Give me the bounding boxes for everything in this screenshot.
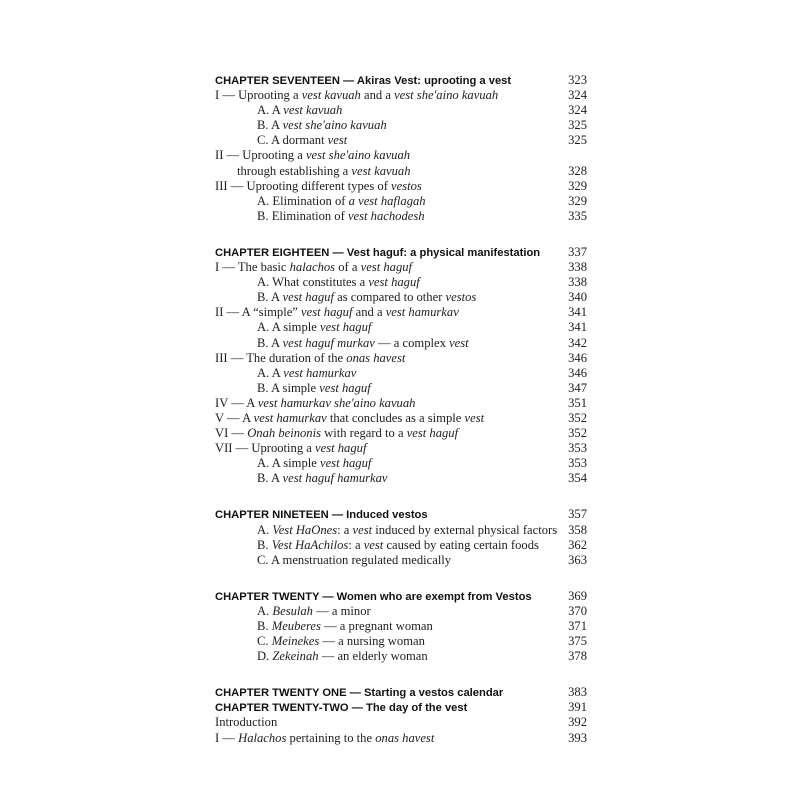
entry-title [215, 634, 425, 649]
italic-term: vest kavuah [351, 163, 411, 178]
entry-text: as compared to other [333, 290, 446, 305]
page-number: 341 [568, 305, 587, 320]
entry-text: I — [215, 730, 239, 745]
entry-text: I — The basic [215, 260, 290, 275]
italic-term: vest haguf [315, 441, 367, 456]
italic-term: vest hamurkav [253, 410, 327, 425]
entry-title [215, 619, 433, 634]
italic-term: Vest HaAchilos [271, 537, 349, 552]
entry-text: A. [257, 603, 273, 618]
italic-term: vestos [391, 178, 422, 193]
entry-text: B. A [257, 335, 283, 350]
entry-title [215, 305, 459, 320]
entry-title [215, 133, 347, 148]
entry-text: induced by external physical factors [372, 522, 558, 537]
entry-text: III — Uprooting different types of [215, 178, 392, 193]
italic-term: vest [464, 410, 485, 425]
entry-title [215, 604, 371, 619]
toc-entry-row [215, 396, 587, 411]
page-number: 375 [568, 634, 587, 649]
italic-term: vest haguf [319, 456, 372, 471]
entry-text: V — A [215, 410, 254, 425]
entry-text: and a [360, 88, 395, 103]
entry-text: VI — [215, 426, 248, 441]
italic-term: vest haguf [368, 275, 420, 290]
italic-term: vest hachodesh [347, 208, 425, 223]
toc-entry-row [215, 209, 587, 224]
entry-text: — a pregnant woman [320, 619, 433, 633]
entry-text: CHAPTER TWENTY-TWO — The day of the vest [215, 702, 468, 715]
page-number: 335 [568, 208, 587, 223]
entry-text: CHAPTER EIGHTEEN — Vest haguf: a physical manifestation [215, 246, 541, 259]
toc-entry-row [215, 523, 587, 538]
entry-title [215, 209, 425, 224]
page-number: 325 [568, 133, 587, 148]
entry-text: B. Elimination of [257, 208, 348, 223]
page-number: 342 [568, 335, 587, 350]
italic-term: vest hamurkav [283, 365, 357, 380]
entry-text: A. A simple [257, 456, 320, 471]
italic-term: vest she'aino kavuah [282, 118, 387, 133]
entry-title [215, 164, 411, 179]
entry-text: A. [257, 522, 273, 537]
entry-title [215, 731, 434, 746]
toc-entry-row [215, 634, 587, 649]
entry-title [215, 336, 469, 351]
page-number: 346 [568, 365, 587, 380]
entry-text: B. A [257, 290, 283, 305]
entry-title [215, 649, 428, 664]
italic-term: vest she'aino kavuah [305, 148, 411, 163]
entry-title [215, 260, 412, 275]
page-number: 329 [568, 193, 587, 208]
italic-term: vest haguf hamurkav [282, 471, 388, 486]
italic-term: vest haguf [360, 260, 413, 275]
entry-text: A. Elimination of [257, 193, 349, 208]
toc-entry-row [215, 164, 587, 179]
italic-term: vestos [445, 290, 477, 305]
page-number: 328 [568, 163, 587, 178]
chapter-heading-row [215, 589, 587, 604]
chapter-title [215, 508, 428, 523]
page-number: 362 [568, 537, 587, 552]
page-number: 371 [568, 619, 587, 633]
italic-term: vest [352, 522, 373, 537]
entry-text: B. A [257, 118, 283, 133]
entry-title [215, 381, 371, 396]
page-number: 338 [568, 275, 587, 290]
toc-entry-row [215, 456, 587, 471]
page-number: 358 [568, 522, 587, 537]
page-number: 354 [568, 471, 587, 486]
entry-title [215, 148, 410, 163]
page-number: 324 [568, 88, 587, 103]
toc-entry-row [215, 411, 587, 426]
page-number: 324 [568, 103, 587, 118]
entry-text: C. A dormant [257, 133, 328, 148]
entry-title [215, 275, 420, 290]
page-number: 338 [568, 260, 587, 275]
italic-term: Besulah [272, 603, 313, 618]
entry-title [215, 103, 342, 118]
chapter-title [215, 246, 540, 261]
entry-text: VII — Uprooting a [215, 441, 316, 456]
chapter-heading-row [215, 245, 587, 260]
page-number: 393 [568, 730, 587, 745]
italic-term: onas havest [346, 350, 406, 365]
entry-text: CHAPTER TWENTY — Women who are exempt from Vestos [215, 590, 532, 603]
entry-text: I — Uprooting a [215, 88, 302, 103]
entry-text: caused by eating certain foods [383, 537, 539, 552]
entry-text: B. A [257, 471, 283, 486]
italic-term: vest haguf murkav [282, 335, 375, 350]
italic-term: onas havest [375, 730, 435, 745]
entry-text: through establishing a [237, 163, 352, 178]
toc-entry-row [215, 553, 587, 568]
page-number: 370 [568, 603, 587, 618]
toc-entry-row [215, 538, 587, 553]
entry-text: pertaining to the [286, 730, 376, 745]
italic-term: vest [327, 133, 348, 148]
chapter-title [215, 74, 511, 89]
toc-section [215, 245, 587, 487]
entry-text: CHAPTER NINETEEN — Induced vestos [215, 509, 428, 522]
entry-title [215, 179, 422, 194]
toc-entry-row [215, 275, 587, 290]
page-number: 378 [568, 649, 587, 664]
italic-term: Zekeinah [272, 649, 319, 664]
entry-title [215, 523, 557, 538]
italic-term: vest haguf [301, 305, 353, 320]
toc-entry-row [215, 336, 587, 351]
entry-title [215, 290, 476, 305]
toc-entry-row [215, 351, 587, 366]
entry-title [215, 441, 366, 456]
toc-entry-row [215, 471, 587, 486]
entry-title [215, 456, 371, 471]
page-number: 353 [568, 456, 587, 471]
italic-term: Onah beinonis [247, 426, 321, 441]
entry-title [215, 471, 388, 486]
toc-entry-row [215, 649, 587, 664]
entry-title [215, 553, 451, 568]
entry-text: A. A [257, 365, 284, 380]
entry-text: B. [257, 537, 272, 552]
page-number: 325 [568, 118, 587, 133]
entry-text: of a [335, 260, 361, 275]
italic-term: vest she'aino kavuah [394, 88, 499, 103]
page-number: 391 [568, 700, 587, 715]
page-number: 357 [568, 507, 587, 522]
page-number: 340 [568, 290, 587, 305]
italic-term: Halachos [238, 730, 287, 745]
italic-term: vest haguf [319, 320, 372, 335]
italic-term: vest kavuah [301, 88, 361, 103]
entry-text: III — The duration of the [215, 350, 347, 365]
toc-entry-row [215, 305, 587, 320]
toc-entry-row [215, 179, 587, 194]
entry-title [215, 88, 498, 103]
entry-text: A. A [257, 103, 284, 118]
entry-text: CHAPTER SEVENTEEN — Akiras Vest: uprooting a vest [215, 75, 512, 87]
page-number: 352 [568, 426, 587, 441]
page-number: 351 [568, 395, 587, 410]
toc-entry-row [215, 148, 587, 163]
page-number: 353 [568, 441, 587, 456]
italic-term: halachos [289, 260, 336, 275]
page-number: 341 [568, 320, 587, 335]
italic-term: a vest haflagah [348, 193, 426, 208]
entry-title [215, 411, 484, 426]
entry-title [215, 194, 426, 209]
italic-term: Meuberes [271, 619, 321, 633]
chapter-heading-row [215, 507, 587, 522]
italic-term: vest kavuah [283, 103, 343, 118]
toc-entry-row [215, 290, 587, 305]
entry-text: C. A menstruation regulated medically [257, 552, 452, 567]
page-number: 337 [568, 244, 587, 259]
chapter-title [215, 686, 503, 701]
toc-entry-row [215, 88, 587, 103]
entry-text: II — A “simple” [215, 305, 302, 320]
chapter-heading-row [215, 685, 587, 700]
toc-section [215, 507, 587, 567]
toc-entry-row [215, 441, 587, 456]
toc-entry-row [215, 103, 587, 118]
chapter-heading-row [215, 73, 587, 88]
entry-text: II — Uprooting a [215, 148, 306, 163]
entry-text: — a nursing woman [319, 634, 425, 649]
italic-term: vest [449, 335, 469, 350]
entry-text: and a [352, 305, 386, 320]
entry-title [215, 538, 539, 553]
chapter-title [215, 701, 467, 716]
entry-text: B. A simple [257, 380, 320, 395]
chapter-title [215, 590, 532, 605]
page-number: 329 [568, 178, 587, 193]
entry-text: A. What constitutes a [257, 275, 369, 290]
entry-text: with regard to a [321, 426, 407, 441]
entry-title [215, 396, 415, 411]
toc-entry-row [215, 118, 587, 133]
entry-text: that concludes as a simple [326, 410, 465, 425]
entry-title [215, 118, 387, 133]
toc-entry-row [215, 366, 587, 381]
italic-term: Vest HaOnes [272, 522, 338, 537]
toc-section [215, 685, 587, 745]
table-of-contents [215, 73, 587, 767]
entry-text: : a [348, 537, 364, 552]
toc-entry-row [215, 604, 587, 619]
entry-text: D. [257, 649, 273, 664]
entry-text: — a complex [374, 335, 450, 350]
page-number: 383 [568, 685, 587, 700]
toc-section [215, 73, 587, 224]
entry-title [215, 715, 277, 730]
toc-entry-row [215, 194, 587, 209]
toc-entry-row [215, 320, 587, 335]
toc-section [215, 589, 587, 664]
page-number: 346 [568, 350, 587, 365]
italic-term: vest haguf [282, 290, 334, 305]
page-number: 392 [568, 715, 587, 730]
page-number: 352 [568, 410, 587, 425]
toc-entry-row [215, 731, 587, 746]
entry-text: IV — A [215, 395, 258, 410]
entry-text: : a [337, 522, 353, 537]
toc-entry-row [215, 619, 587, 634]
page-number: 323 [568, 73, 587, 87]
chapter-heading-row [215, 700, 587, 715]
toc-entry-row [215, 426, 587, 441]
italic-term: Meinekes [271, 634, 320, 649]
entry-text: C. [257, 634, 272, 649]
toc-entry-row [215, 381, 587, 396]
italic-term: vest [363, 537, 384, 552]
entry-text: Introduction [215, 715, 278, 730]
entry-text: B. [257, 619, 272, 633]
page-number: 363 [568, 552, 587, 567]
entry-title [215, 351, 405, 366]
entry-text: — a minor [312, 603, 371, 618]
italic-term: vest hamurkav [385, 305, 459, 320]
entry-title [215, 366, 356, 381]
entry-text: A. A simple [257, 320, 320, 335]
page-number: 347 [568, 380, 587, 395]
toc-entry-row [215, 133, 587, 148]
italic-term: vest hamurkav she'aino kavuah [257, 395, 416, 410]
entry-title [215, 426, 458, 441]
toc-entry-row [215, 715, 587, 730]
italic-term: vest haguf [406, 426, 459, 441]
italic-term: vest haguf [319, 380, 371, 395]
toc-entry-row [215, 260, 587, 275]
entry-text: — an elderly woman [318, 649, 428, 664]
page-number: 369 [568, 588, 587, 603]
entry-title [215, 320, 371, 335]
entry-text: CHAPTER TWENTY ONE — Starting a vestos calendar [215, 687, 504, 700]
